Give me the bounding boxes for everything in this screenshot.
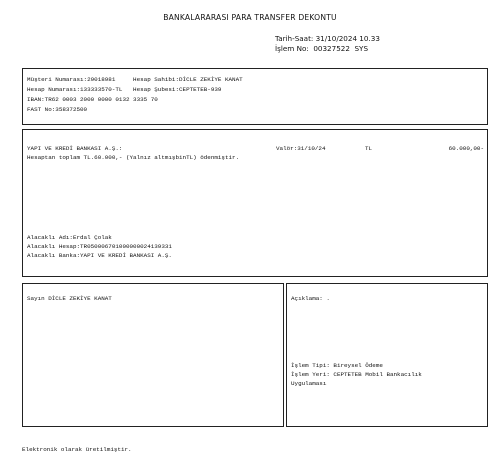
transaction-type: İşlem Tipi: Bireysel Ödeme: [291, 362, 383, 369]
amount: 60.000,00-: [448, 145, 484, 152]
valor-date: Valör:31/10/24: [276, 145, 326, 152]
document-title: BANKALARARASI PARA TRANSFER DEKONTU: [163, 13, 337, 22]
transaction-place-continued: Uygulaması: [291, 380, 327, 387]
customer-number-line: Müşteri Numarası:29018981 Hesap Sahibi:DİCLE ZEKİYE KANAT: [27, 76, 243, 83]
addressee-box: [22, 283, 284, 427]
transaction-place: İşlem Yeri: CEPTETEB Mobil Bankacılık: [291, 371, 422, 378]
sender-bank: YAPI VE KREDİ BANKASI A.Ş.:: [27, 145, 123, 152]
footer-note: Elektronik olarak üretilmiştir.: [22, 446, 132, 453]
description: Açıklama: .: [291, 295, 330, 302]
payment-summary: Hesaptan toplam TL.60.000,- (Yalnız altmışbinTL) ödenmiştir.: [27, 154, 240, 161]
recipient-account: Alacaklı Hesap:TR050006701000000024139331: [27, 243, 172, 250]
currency: TL: [365, 145, 373, 152]
account-number-line: Hesap Numarası:133333570-TL Hesap Şubesi:CEPTETEB-939: [27, 86, 222, 93]
fast-number-line: FAST No:358372500: [27, 106, 88, 113]
transaction-details-box: [286, 283, 488, 427]
addressee-salutation: Sayın DİCLE ZEKİYE KANAT: [27, 295, 112, 302]
recipient-bank: Alacaklı Banka:YAPI VE KREDİ BANKASI A.Ş.: [27, 252, 172, 259]
transaction-datetime: Tarih-Saat: 31/10/2024 10.33: [275, 34, 380, 43]
recipient-name: Alacaklı Adı:Erdal Çolak: [27, 234, 112, 241]
iban-line: IBAN:TR62 0003 2000 0000 0132 3335 70: [27, 96, 158, 103]
customer-info-box: [22, 68, 488, 125]
transfer-details-box: [22, 129, 488, 277]
transaction-number: İşlem No: 00327522 SYS: [275, 44, 369, 53]
